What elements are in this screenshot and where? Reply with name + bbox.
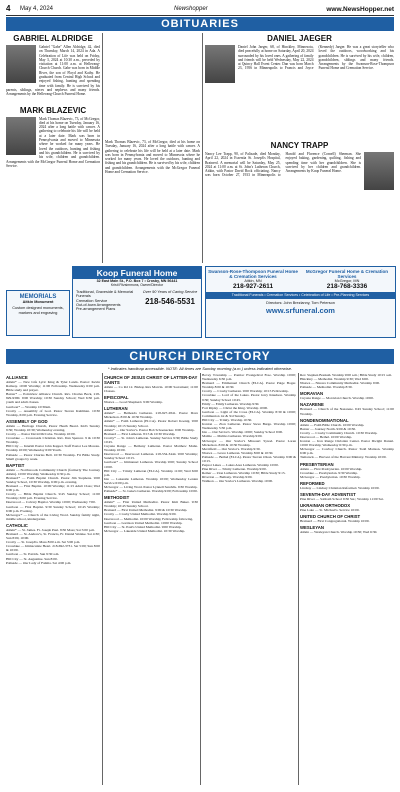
church-section-heading: CATHOLIC <box>6 522 28 528</box>
church-listing: Garrison — Light of the Cross (ELCA). Worship 8:30 & 10:00; Communion 1st & 3rd Sunday. <box>202 409 296 418</box>
church-listing: Hill City — Trinity. Worship 10:30. <box>202 418 253 423</box>
church-listing: Palisade* — St. Luke's Lutheran. Worship 9:00; Fellowship 10:00. <box>104 489 198 494</box>
church-listing: Isle — Lakeside Lutheran. Worship 10:00; Wednesday Lenten Service 6:00 p.m. <box>104 476 198 485</box>
church-listing: Garrison* — Immanuel Lutheran. Worship 9:00; Sunday School 10:00. <box>104 460 198 469</box>
church-listing: Aitkin* — Bethesda Lutheran. 218-927-2841. Pastor Dave Mickelson. 8:00 & 10:30 Worship. <box>104 411 198 420</box>
swanson-title: Swanson-Rose-Thompson Funeral Home & Cremation Services <box>208 269 298 279</box>
church-listing: Brainerd — Emmanuel Church (ELCA). Pastor Paige Boger. Worship 8:00 & 10:30. <box>202 381 296 390</box>
church-listing: Isle — Our Savior's. Worship 10:00; Sunday School 9:00. <box>202 430 283 435</box>
church-listing: McGregor — Lakeside United Methodist. 10:30 Worship. <box>104 528 186 533</box>
funeral-website[interactable]: www.srfuneral.com <box>266 306 335 316</box>
church-listing: Pine Lake — St. Michael's. Service 10:00. <box>300 507 360 512</box>
church-listing: McGregor — Presbyterian. 10:30 Worship. <box>300 474 361 479</box>
memorials-note: Custom designed monuments, markers and engraving <box>12 306 64 315</box>
church-listing: Deerwood — Deerwood Lutheran. 218-534-3444. 9:00 Worship; Sunday School 10:15. <box>104 452 198 461</box>
church-listing: Malmo — Malmo Lutheran. Worship 9:00. <box>202 434 263 439</box>
church-listing: Deerwood — Bethel. 10:00 Worship. <box>300 434 353 439</box>
koop-phone[interactable]: 218-546-5531 <box>145 297 195 307</box>
church-listing: Pequot Lakes — Lakes Area Lutheran. Worship 10:00. <box>202 463 279 468</box>
church-listing: Brainerd — First Congregational. Worship 10:00. <box>300 519 370 524</box>
church-listing: Ironton — Zion Lutheran. Pastor Steve Burge. Worship 10:00; Wednesday 5:30 p.m. <box>202 422 296 431</box>
church-listing: Aitkin* — St. James. Fr. Joseph Paul. 8:30 Mass; Sat 5:00 p.m. <box>6 527 95 532</box>
obit-text-gabriel: Gabriel "Gabe" Allen Aldridge, 42, died on Thursday, March 14, 2024 in Ada. A Celebration of Life was held on Friday, May 3, 2024 at 10:30 a.m., preceded by visitation at 11:00 a.m. at Hellevang-Church Church. Gabe was born in Middle River, the son of Floyd and Kathy. He graduated from Central High School and enjoyed fishing, hunting and spending time with family. He is survived by his parents, siblings, nieces and nephews and many friends. Arrangements by the Hellevang-Church Funeral Home. <box>6 45 100 97</box>
church-listing: McGregor — Living Word. Pastor Lynnell Sandvik. 9:30 Worship. <box>104 484 198 489</box>
memorials-subtitle: Aitkin Monument <box>22 300 54 304</box>
church-listing: Palisade — Pastor Charles Bell. 10:30 Worship. Fri Bible Study. Small groups by week. <box>6 452 100 461</box>
church-listing: Fort Ripley — Christ the King. Worship 10:00. <box>202 405 269 410</box>
swanson-phone[interactable]: 218-927-2611 <box>232 283 274 291</box>
koop-tagline: Over 90 Years of Caring Service <box>142 289 198 294</box>
page-header <box>6 3 394 16</box>
church-listing: Baxter — Journey North. 9:00 & 10:30. <box>300 426 356 431</box>
church-listing: Aitkin* — Our Savior's. Pastor Bob Schoenecker. 9:00 Worship. <box>104 427 195 432</box>
mcgregor-phone[interactable]: 218-768-3336 <box>326 283 368 291</box>
church-listing: Cuyuna Range — Bethany Lutheran. Pastor Matthew Mohn. Worship 10:00. <box>104 444 198 453</box>
church-listing: Nisswa — Nisswa Community Methodist. Worship 9:00. <box>300 381 380 386</box>
church-listing: Nisswa — Grace Lutheran. Worship 8:00 & 10:30. <box>202 450 274 455</box>
church-listing: Crosby — Pastor David McCabe. Worship 10:00. <box>6 432 76 437</box>
obituaries-banner: OBITUARIES <box>6 17 394 31</box>
obit-photo-gabriel <box>6 45 36 83</box>
church-section-heading: CHURCH OF JESUS CHRIST OF LATTER-DAY SAINTS <box>104 375 198 385</box>
column-divider <box>298 373 299 785</box>
church-listing: Aitkin* — First United Methodist. Pastor Kim Baker. 9:30 Worship; 10:45 Sunday School. <box>104 500 198 509</box>
church-listing: Crosby — Crosby Community Church. 10:30 Worship. <box>300 430 378 435</box>
church-column-3 <box>202 373 296 785</box>
church-listing: Crosby — Assembly of God. Pastor Steven Kuhlman. 10:30 Worship, 6:00 p.m. Evening Service. <box>6 408 100 417</box>
church-listing: Deerwood — Calvary Baptist. Worship 10:00; Wednesday 7:00. <box>6 500 96 505</box>
column-divider <box>200 373 201 785</box>
church-section-heading: ASSEMBLY OF GOD <box>6 418 48 424</box>
church-column-2 <box>104 373 198 785</box>
church-listing: Rev. Stephen Bonkuh. Worship 9:00 a.m.; Bible Study 10:15 a.m. <box>300 373 393 377</box>
koop-title: Koop Funeral Home <box>73 267 201 279</box>
church-listing: Brainerd* — Faith Baptist Church. Pastor Jim Stephens. 9:00 Sunday School, 10:30 Worship, 6:00 p.m. evening. <box>6 475 100 484</box>
funeral-services-line: Traditional Funerals • Cremation Services • Celebration of Life • Pre-Planning Services <box>206 292 395 298</box>
church-listing: Hill City — Trinity Lutheran (ELCA). Worship 11:00; Wed 6:00 p.m. <box>104 468 198 477</box>
church-listing: Hill City — Interim Pastor John Kappel. Staff Pastor Lee Moreau. Worship 10:00; Wednesday 6:00 Youth. <box>6 444 100 453</box>
church-section-heading: SEVENTH-DAY ADVENTIST <box>300 491 356 497</box>
church-section-heading: BAPTIST <box>6 462 25 468</box>
church-listing: Brainerd — First Baptist. 10:00 Worship; 11:15 Adult Class; Wed 6:00 p.m. <box>6 484 100 493</box>
church-listing: Ironton — Iron Range Christian Center. Pastor Dwight Daniel. 10:00 Worship; Wednesday 6:30 p.m. <box>300 439 394 448</box>
memorials-title: MEMORIALS <box>19 294 57 300</box>
church-listing: Aitkin* — Faith Lutheran (ELCA). Pastor Robert Koenig. 9:00 Worship; 10:15 Sunday School. <box>104 419 198 428</box>
church-listing: Aitkin — Co Rd 12. Bishop Rex Marvin. 10:00 Sacrament; 11:00 Classes. <box>104 385 198 394</box>
church-listing: Remer — Zion Lutheran. Worship 10:30; Bible Study 9:15. <box>202 471 286 476</box>
church-column-4 <box>300 373 394 785</box>
swanson-location: Aitkin, MN <box>244 279 262 283</box>
issue-date: May 4, 2024 <box>20 6 54 12</box>
column-divider <box>102 373 103 785</box>
obit-photo-nancy <box>364 152 394 190</box>
column-divider <box>102 33 103 263</box>
church-section-heading: METHODIST <box>104 495 130 501</box>
obit-column-2 <box>105 140 200 263</box>
church-section-heading: WESLEYAN <box>300 525 324 531</box>
church-listing: Lindsay — Lindsay Christian Reformed. Worship 10:00. <box>300 485 380 490</box>
church-listing: Cuyuna Range — Moravian Church. Worship 10:00. <box>300 396 374 401</box>
obit-text-nancy: Nancy Lee Trapp, 90, of Palisade, died Monday, April 22, 2024 in Essentia St. Joseph's Hospital, Brainerd. A memorial will be Saturday, May 25, 2024 at 11:00 a.m. at St. John's Lutheran Church, Aitkin, with Pastor David Bock officiating. Nancy was born October 27, 1933 in Minneapolis to Harold and Florence (Cornell) Sherman. She enjoyed baking, gardening, quilting, fishing and spending time with her grandchildren. She is survived by her children and grandchildren. Arrangements by Koop Funeral Home. <box>205 152 361 178</box>
church-listing: Brainerd — Church of the Nazarene. 9:45 Sunday School; 11:00 Worship. <box>300 407 394 416</box>
church-listing: Aitkin — Heritage Church, Pastor Heath Beard. Kid's Sunday 9:30; Worship 10:30; Wednesday evening. <box>6 423 100 432</box>
memorials-ad[interactable] <box>6 290 70 336</box>
church-section-heading: UKRAINIAN ORTHODOX <box>300 502 351 508</box>
church-listing: McGregor* — Church of the Living Word. Sunday family night, middle school, kindergarten. <box>6 512 100 521</box>
koop-service-1: Traditional, Graveside & Memorial Funerals <box>76 289 134 299</box>
church-section-heading: PRESBYTERIAN <box>300 461 334 467</box>
obit-text-daniel: Daniel John Jaeger, 68, of Hinckley, Minnesota, died peacefully at home on Saturday, April 20, 2024 surrounded by his loved ones. A gathering of family and friends will be held Wednesday, May 22, 2024 at Quincy Hall Event Center. Dan was born March 23, 1956 in Minneapolis to Francis and Joyce (Kennedy) Jaeger. He was a great storyteller who loved the outdoors, woodworking and his grandchildren. He is survived by his wife, children, grandchildren, siblings and many friends. Arrangements by the Swanson-Rose-Thompson Funeral Home and Cremation Service. <box>238 45 394 71</box>
obit-column-3 <box>205 33 394 140</box>
funeral-directors: Directors: John Brezlanny, Tom Peterson <box>266 300 335 305</box>
mcgregor-title: McGregor Funeral Home & Cremation Services <box>305 269 389 279</box>
church-listing: Aitkin* — New Life Lyric King & Tyler Lands. Pastor: Kevin Ramsay. 10:00 Worship; 11:00 Fellowship. Wednesday 6:00 p.m. Bible study and prayer. <box>6 380 100 393</box>
church-section-heading: ALLIANCE <box>6 375 28 380</box>
church-column-1 <box>6 373 100 785</box>
koop-service-4: Pre-arrangement Plans <box>76 307 116 312</box>
church-listing: Palisade — Methodist. Worship 8:30. <box>300 385 353 390</box>
church-section-heading: NONDENOMINATIONAL <box>300 417 349 423</box>
church-listing: Pine River — Sabbath School 9:30 Sat.; Worship 11:00 Sat. <box>300 496 384 501</box>
church-listing: Aitkin — Faith Bible Church. 10:00 Worship. <box>300 422 365 427</box>
obit-text-mark: Mark Thomas Blazevic, 73, of McGregor, died at his home on Tuesday, January 16, 2024 after a long battle with cancer. A gathering to celebrate his life will be held at a later date. Mark was born in Pennsylvania and moved to Minnesota where he worked for many years. He loved the outdoors, hunting and fishing and his grandchildren. He is survived by his wife, children and grandchildren. Arrangements with the McGregor Funeral Home and Cremation Service. <box>6 116 100 168</box>
obit-column-4 <box>205 140 394 263</box>
church-listing: Emily — Emily Lutheran. Worship 9:30. <box>202 401 260 406</box>
page-number: 4 <box>6 4 11 13</box>
church-listing: Pine River — Trinity Lutheran. Worship 9:00. <box>202 467 267 472</box>
church-listing: Crosby* — St. John's Lutheran. Sunday Service 9:30; Bible Study 10:45. <box>104 435 198 444</box>
church-listing: Crosslake — Lord of the Lakes. Pastor Jerry Knudson. Worship 9:30; Sunday School 10:45. <box>202 393 296 402</box>
church-listing: Palisade — Bethel (ELCA). Pastor Steven Olson. Worship 9:00 & 10:15. <box>202 454 296 463</box>
church-listing: Garrison — Garrison United Methodist. 10:00 Worship. <box>104 520 183 525</box>
church-listing: Aitkin — Wesleyan Church. Worship 10:30; Wed 6:30. <box>300 530 378 535</box>
church-listing: Garrison — St. Patrick. Sun 9:30 a.m. <box>6 552 60 557</box>
church-listing: Aitkin — First Presbyterian. 10:00 Worship. <box>300 466 363 471</box>
church-listing: Crosby — Crosby United Methodist. Worship 9:00. <box>104 512 177 517</box>
church-listing: Tamarack — Harvest of the Harvest Ministry. Worship 10:00. <box>300 455 387 460</box>
church-listing: Crosby — Bible Baptist Church. 9:45 Sunday School; 11:00 Worship; 6:00 p.m. Evening Service. <box>6 492 100 501</box>
koop-owners: Kristi Fitzsimmons, Owner/Director <box>110 283 164 288</box>
church-listing: Palisade — Our Lady of Fatima. Sat 4:00 p.m. <box>6 560 72 565</box>
church-listing: Crosslake — Crossroads Christian. Rev. Dan Spencer. 9 & 10:30 Worship. <box>6 436 100 445</box>
obit-name-nancy: NANCY TRAPP <box>270 141 329 150</box>
church-section-heading: UNITED CHURCH OF CHRIST <box>300 514 361 520</box>
koop-service-3: Out-of-town Arrangements <box>76 303 121 308</box>
church-listing: Crosby — St. Joseph's. Mass 8:00 a.m. Sat 5:00 p.m. <box>6 540 81 545</box>
church-section-heading: LUTHERAN <box>104 406 128 412</box>
obit-text-mark-cont-copy: Mark Thomas Blazevic, 73, of McGregor, died at his home on Tuesday, January 16, 2024 after a long battle with cancer. A gathering to celebrate his life will be held at a later date. Mark was born in Pennsylvania and moved to Minnesota where he worked for many years. He loved the outdoors, hunting and fishing and his grandchildren. He is survived by his wife, children and grandchildren. Arrangements with the McGregor Funeral Home and Cremation Service. <box>105 140 200 175</box>
swanson-mcgregor-ad[interactable] <box>205 266 396 338</box>
church-listing: Aitkin — Northwoods Community Church (formerly The Journey Aitkin). 10:00 Worship; Wednesday 6:30 p.m. <box>6 467 100 476</box>
church-listing: Crosslake — Immaculate Heart. 218-692-3731. Sat 5:00; Sun 8:00 & 10:00. <box>6 544 100 553</box>
church-directory-note: * Indicates handicap accessible. NOTE: All times are Sunday morning (a.m.) unless indicated otherwise. <box>107 366 293 371</box>
publication-name: Newshopper <box>174 6 208 12</box>
church-listing: Deerwood — Methodist. 10:00 Worship; Fellowship following. <box>104 516 194 521</box>
obit-name-gabriel: GABRIEL ALDRIDGE <box>13 34 93 43</box>
church-listing: McGregor — Our Savior's Missouri Synod. Pastor Loren Mickelson. 8:00 & 10:30 Worship. <box>202 438 296 447</box>
church-listing: Garrison — First Baptist. 9:30 Sunday School; 10:45 Worship; 6:00 p.m. Evening. <box>6 504 100 513</box>
church-listing: Wahkon — Our Savior's Lutheran. Worship 10:00. <box>202 479 273 484</box>
website-url[interactable]: www.NewsHopper.net <box>326 6 394 13</box>
church-section-heading: MORAVIAN <box>300 391 324 397</box>
church-listing: Merrifield — Our Savior's. Worship 9:30. <box>202 446 261 451</box>
church-listing: Baxter* — Pointview Alliance Church. Rev. Charles Beck, 218-829-9390. 9:00 Worship; 10:30 Sunday School; Wed 6:30 p.m. youth and adult classes. <box>6 392 100 405</box>
koop-funeral-ad[interactable] <box>72 266 202 338</box>
church-listing: Riverton — Bethany. Worship 9:00. <box>202 475 253 480</box>
church-listing: Brainerd — St. Andrew's, St. Francis, Fr. Daniel Weiske. Sat 4:30; Sun 8:00, 10:00. <box>6 532 100 541</box>
church-listing: Crosslake — Presbyterian. 9:30 Worship. <box>300 470 358 475</box>
church-listing: Hinckley — Methodist. Worship 9:30; Wed 6:00. <box>300 377 369 382</box>
obit-photo-daniel <box>205 45 235 83</box>
church-section-heading: REFORMED <box>300 480 325 486</box>
church-listing: Hill City — St. Augustine. Sun 8:00. <box>6 556 58 561</box>
column-divider <box>202 33 203 263</box>
obit-column-1 <box>6 33 100 288</box>
obit-name-mark: MARK BLAZEVIC <box>19 105 87 115</box>
church-listing: Hill City — St. Paul's United Methodist. 9:00 Worship. <box>104 524 182 529</box>
church-section-heading: EPISCOPAL <box>104 395 129 401</box>
obit-photo-mark <box>6 117 36 155</box>
mcgregor-location: McGregor, MN <box>334 279 360 283</box>
obit-name-daniel: DANIEL JAEGER <box>267 34 332 43</box>
church-listing: Bovey Township — Pontiac Evangelical Free. Worship 10:00; Wednesday 6:30 p.m. <box>202 373 296 382</box>
obit-text-mark-continued <box>105 140 200 174</box>
koop-address: 32 East Main St., P.O. Box 7 • Crosby, MN 56441 <box>96 279 178 283</box>
koop-service-2: Cremation Service <box>76 298 108 303</box>
church-listing: Brainerd — First United Methodist. 9:00 & 10:30 Worship. <box>104 508 188 513</box>
church-listing: Garrison* — Worship 10:30am. <box>6 404 51 409</box>
church-listing: McGregor — Cowboy Church. Pastor Todd Mattson. Worship 6:00 p.m. <box>300 447 394 456</box>
church-listing: Nisswa — Good Shepherd. 9:00 Worship. <box>104 400 163 405</box>
church-listing: Brainerd — First Lutheran. 8:15 & 10:30 Worship. <box>104 431 176 436</box>
church-section-heading: NAZARENE <box>300 402 324 408</box>
church-directory-banner: CHURCH DIRECTORY <box>6 349 394 364</box>
church-listing: Crosby — Crosby Lutheran. 9:00 Worship; 10:15 Fellowship. <box>202 389 289 394</box>
